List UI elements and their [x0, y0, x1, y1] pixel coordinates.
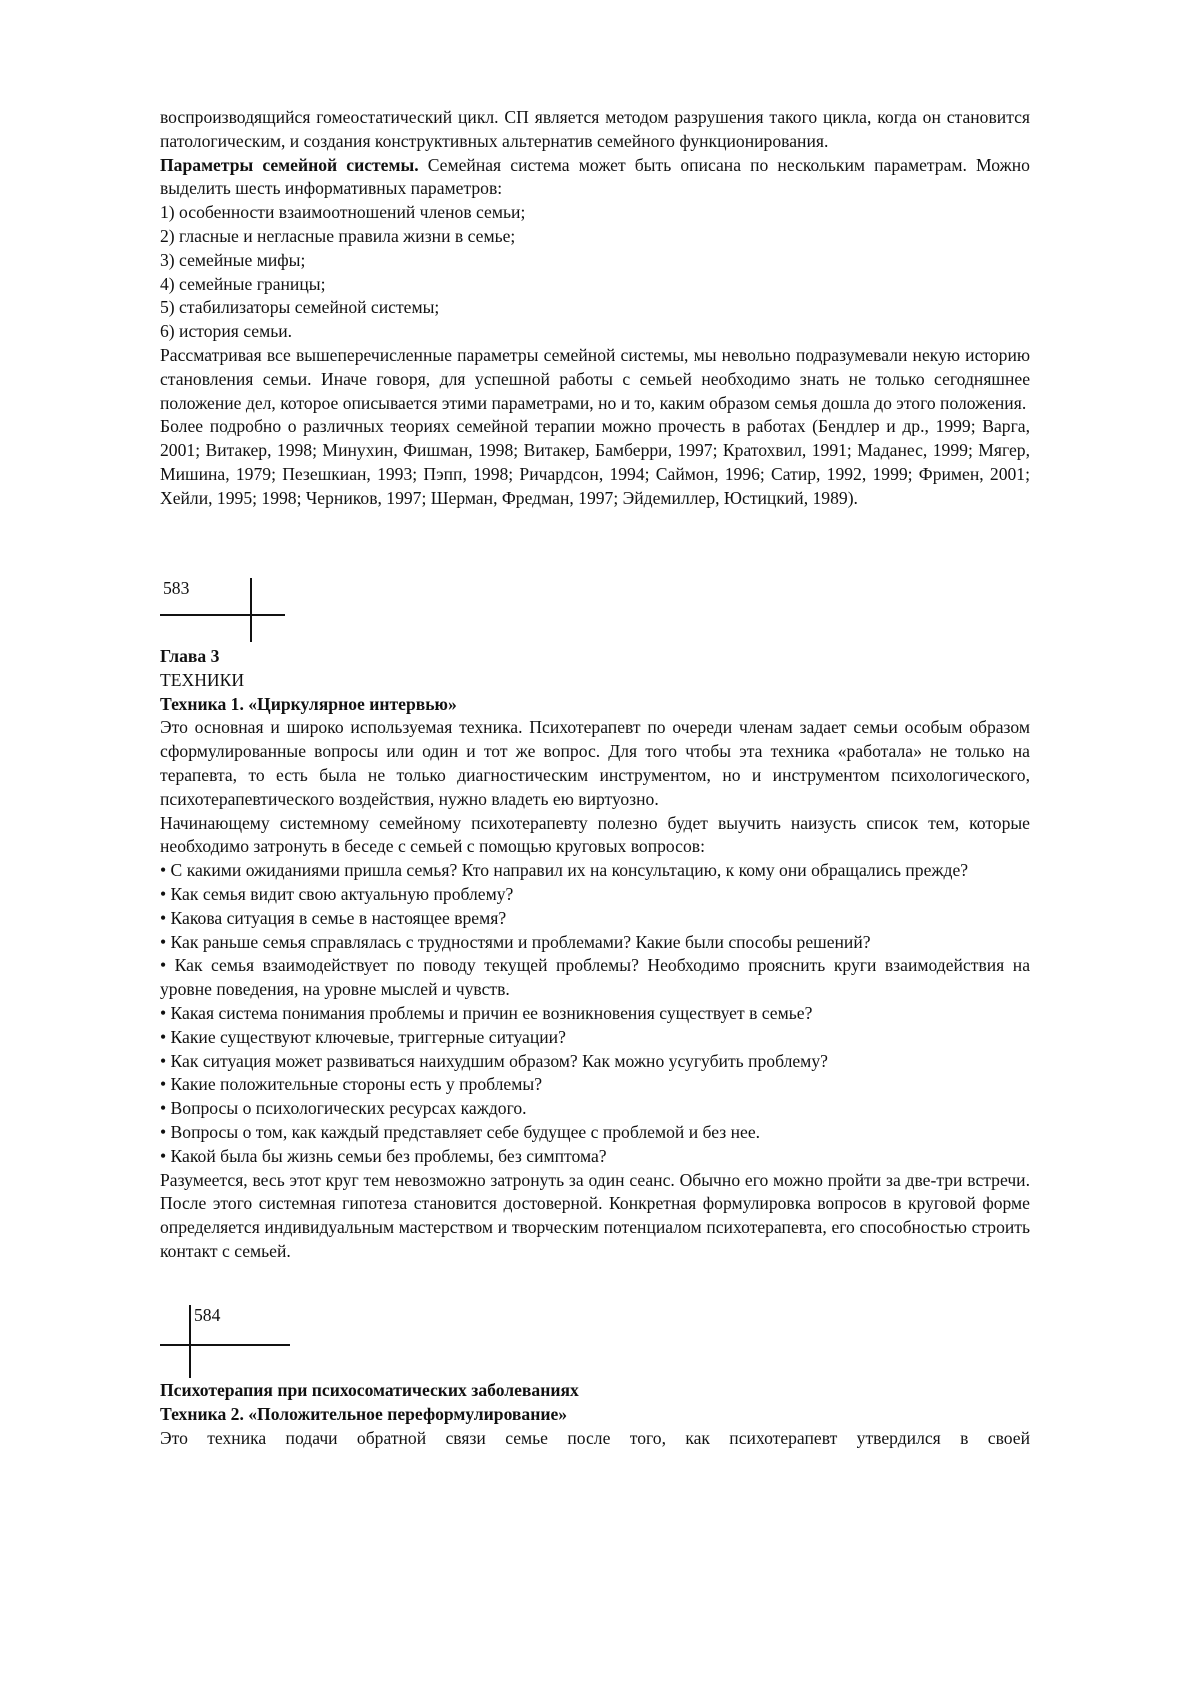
paragraph: воспроизводящийся гомеостатический цикл. СП является методом разрушения такого цикла, когда он становится патологическим, и создания конструктивных альтернатив семейного функционирования.	[160, 106, 1030, 154]
bullet-item: • Вопросы о том, как каждый представляет себе будущее с проблемой и без нее.	[160, 1121, 1030, 1145]
bullet-item: • Какие положительные стороны есть у проблемы?	[160, 1073, 1030, 1097]
paragraph: Это основная и широко используемая техника. Психотерапевт по очереди членам задает семьи особым образом сформулированные вопросы или один и тот же вопрос. Для того чтобы эта техника «работала» не только на терапевта, то есть была не только диагностическим инструментом, но и инструментом психологического, психотерапевтического воздействия, нужно владеть ею виртуозно.	[160, 716, 1030, 811]
paragraph-parameters	[160, 154, 1030, 202]
bold-lead: Параметры семейной системы.	[160, 155, 419, 175]
technique-heading: Техника 2. «Положительное переформулирование»	[160, 1403, 1030, 1427]
page-marker-horizontal-line	[160, 614, 285, 616]
list-item: 2) гласные и негласные правила жизни в семье;	[160, 225, 1030, 249]
page-marker-vertical-line	[189, 1305, 191, 1378]
list-item: 6) история семьи.	[160, 320, 1030, 344]
list-item: 1) особенности взаимоотношений членов семьи;	[160, 201, 1030, 225]
text-block-psychosomatic	[160, 1379, 1030, 1450]
page-marker-vertical-line	[250, 578, 252, 642]
list-item: 5) стабилизаторы семейной системы;	[160, 296, 1030, 320]
section-heading: ТЕХНИКИ	[160, 669, 1030, 693]
bullet-item: • Какая система понимания проблемы и причин ее возникновения существует в семье?	[160, 1002, 1030, 1026]
paragraph: Начинающему системному семейному психотерапевту полезно будет выучить наизусть список тем, которые необходимо затронуть в беседе с семьей с помощью круговых вопросов:	[160, 812, 1030, 860]
bullet-item: • Какой была бы жизнь семьи без проблемы, без симптома?	[160, 1145, 1030, 1169]
paragraph-text: Семейная система может быть описана по нескольким параметрам. Можно выделить шесть информативных параметров:	[160, 155, 1030, 199]
bullet-item: • Как раньше семья справлялась с трудностями и проблемами? Какие были способы решений?	[160, 931, 1030, 955]
bullet-item: • Как семья взаимодействует по поводу текущей проблемы? Необходимо прояснить круги взаимодействия на уровне поведения, на уровне мыслей и чувств.	[160, 954, 1030, 1002]
list-item: 4) семейные границы;	[160, 273, 1030, 297]
text-block-techniques	[160, 645, 1030, 1264]
section-heading: Психотерапия при психосоматических заболеваниях	[160, 1379, 1030, 1403]
technique-heading: Техника 1. «Циркулярное интервью»	[160, 693, 1030, 717]
page-number: 583	[163, 578, 189, 599]
paragraph: Разумеется, весь этот круг тем невозможно затронуть за один сеанс. Обычно его можно пройти за две-три встречи. После этого системная гипотеза становится достоверной. Конкретная формулировка вопросов в круговой форме определяется индивидуальным мастерством и творческим потенциалом психотерапевта, его способностью строить контакт с семьей.	[160, 1169, 1030, 1264]
bullet-item: • Какие существуют ключевые, триггерные ситуации?	[160, 1026, 1030, 1050]
paragraph: Рассматривая все вышеперечисленные параметры семейной системы, мы невольно подразумевали некую историю становления семьи. Иначе говоря, для успешной работы с семьей необходимо знать не только сегодняшнее положение дел, которое описывается этими параметрами, но и то, каким образом семья дошла до этого положения.	[160, 344, 1030, 415]
bullet-item: • Какова ситуация в семье в настоящее время?	[160, 907, 1030, 931]
bullet-item: • С какими ожиданиями пришла семья? Кто направил их на консультацию, к кому они обращались прежде?	[160, 859, 1030, 883]
paragraph-references: Более подробно о различных теориях семейной терапии можно прочесть в работах (Бендлер и др., 1999; Варга, 2001; Витакер, 1998; Минухин, Фишман, 1998; Витакер, Бамберри, 1997; Кратохвил, 1991; Маданес, 1999; Мягер, Мишина, 1979; Пезешкиан, 1993; Пэпп, 1998; Ричардсон, 1994; Саймон, 1996; Сатир, 1992, 1999; Фримен, 2001; Хейли, 1995; 1998; Черников, 1997; Шерман, Фредман, 1997; Эйдемиллер, Юстицкий, 1989).	[160, 415, 1030, 510]
bullet-item: • Как ситуация может развиваться наихудшим образом? Как можно усугубить проблему?	[160, 1050, 1030, 1074]
bullet-item: • Вопросы о психологических ресурсах каждого.	[160, 1097, 1030, 1121]
page-number: 584	[194, 1305, 220, 1326]
paragraph: Это техника подачи обратной связи семье после того, как психотерапевт утвердился в своей	[160, 1427, 1030, 1451]
bullet-item: • Как семья видит свою актуальную проблему?	[160, 883, 1030, 907]
list-item: 3) семейные мифы;	[160, 249, 1030, 273]
chapter-heading: Глава 3	[160, 645, 1030, 669]
text-block-family-parameters	[160, 106, 1030, 511]
page-marker-horizontal-line	[160, 1344, 290, 1346]
